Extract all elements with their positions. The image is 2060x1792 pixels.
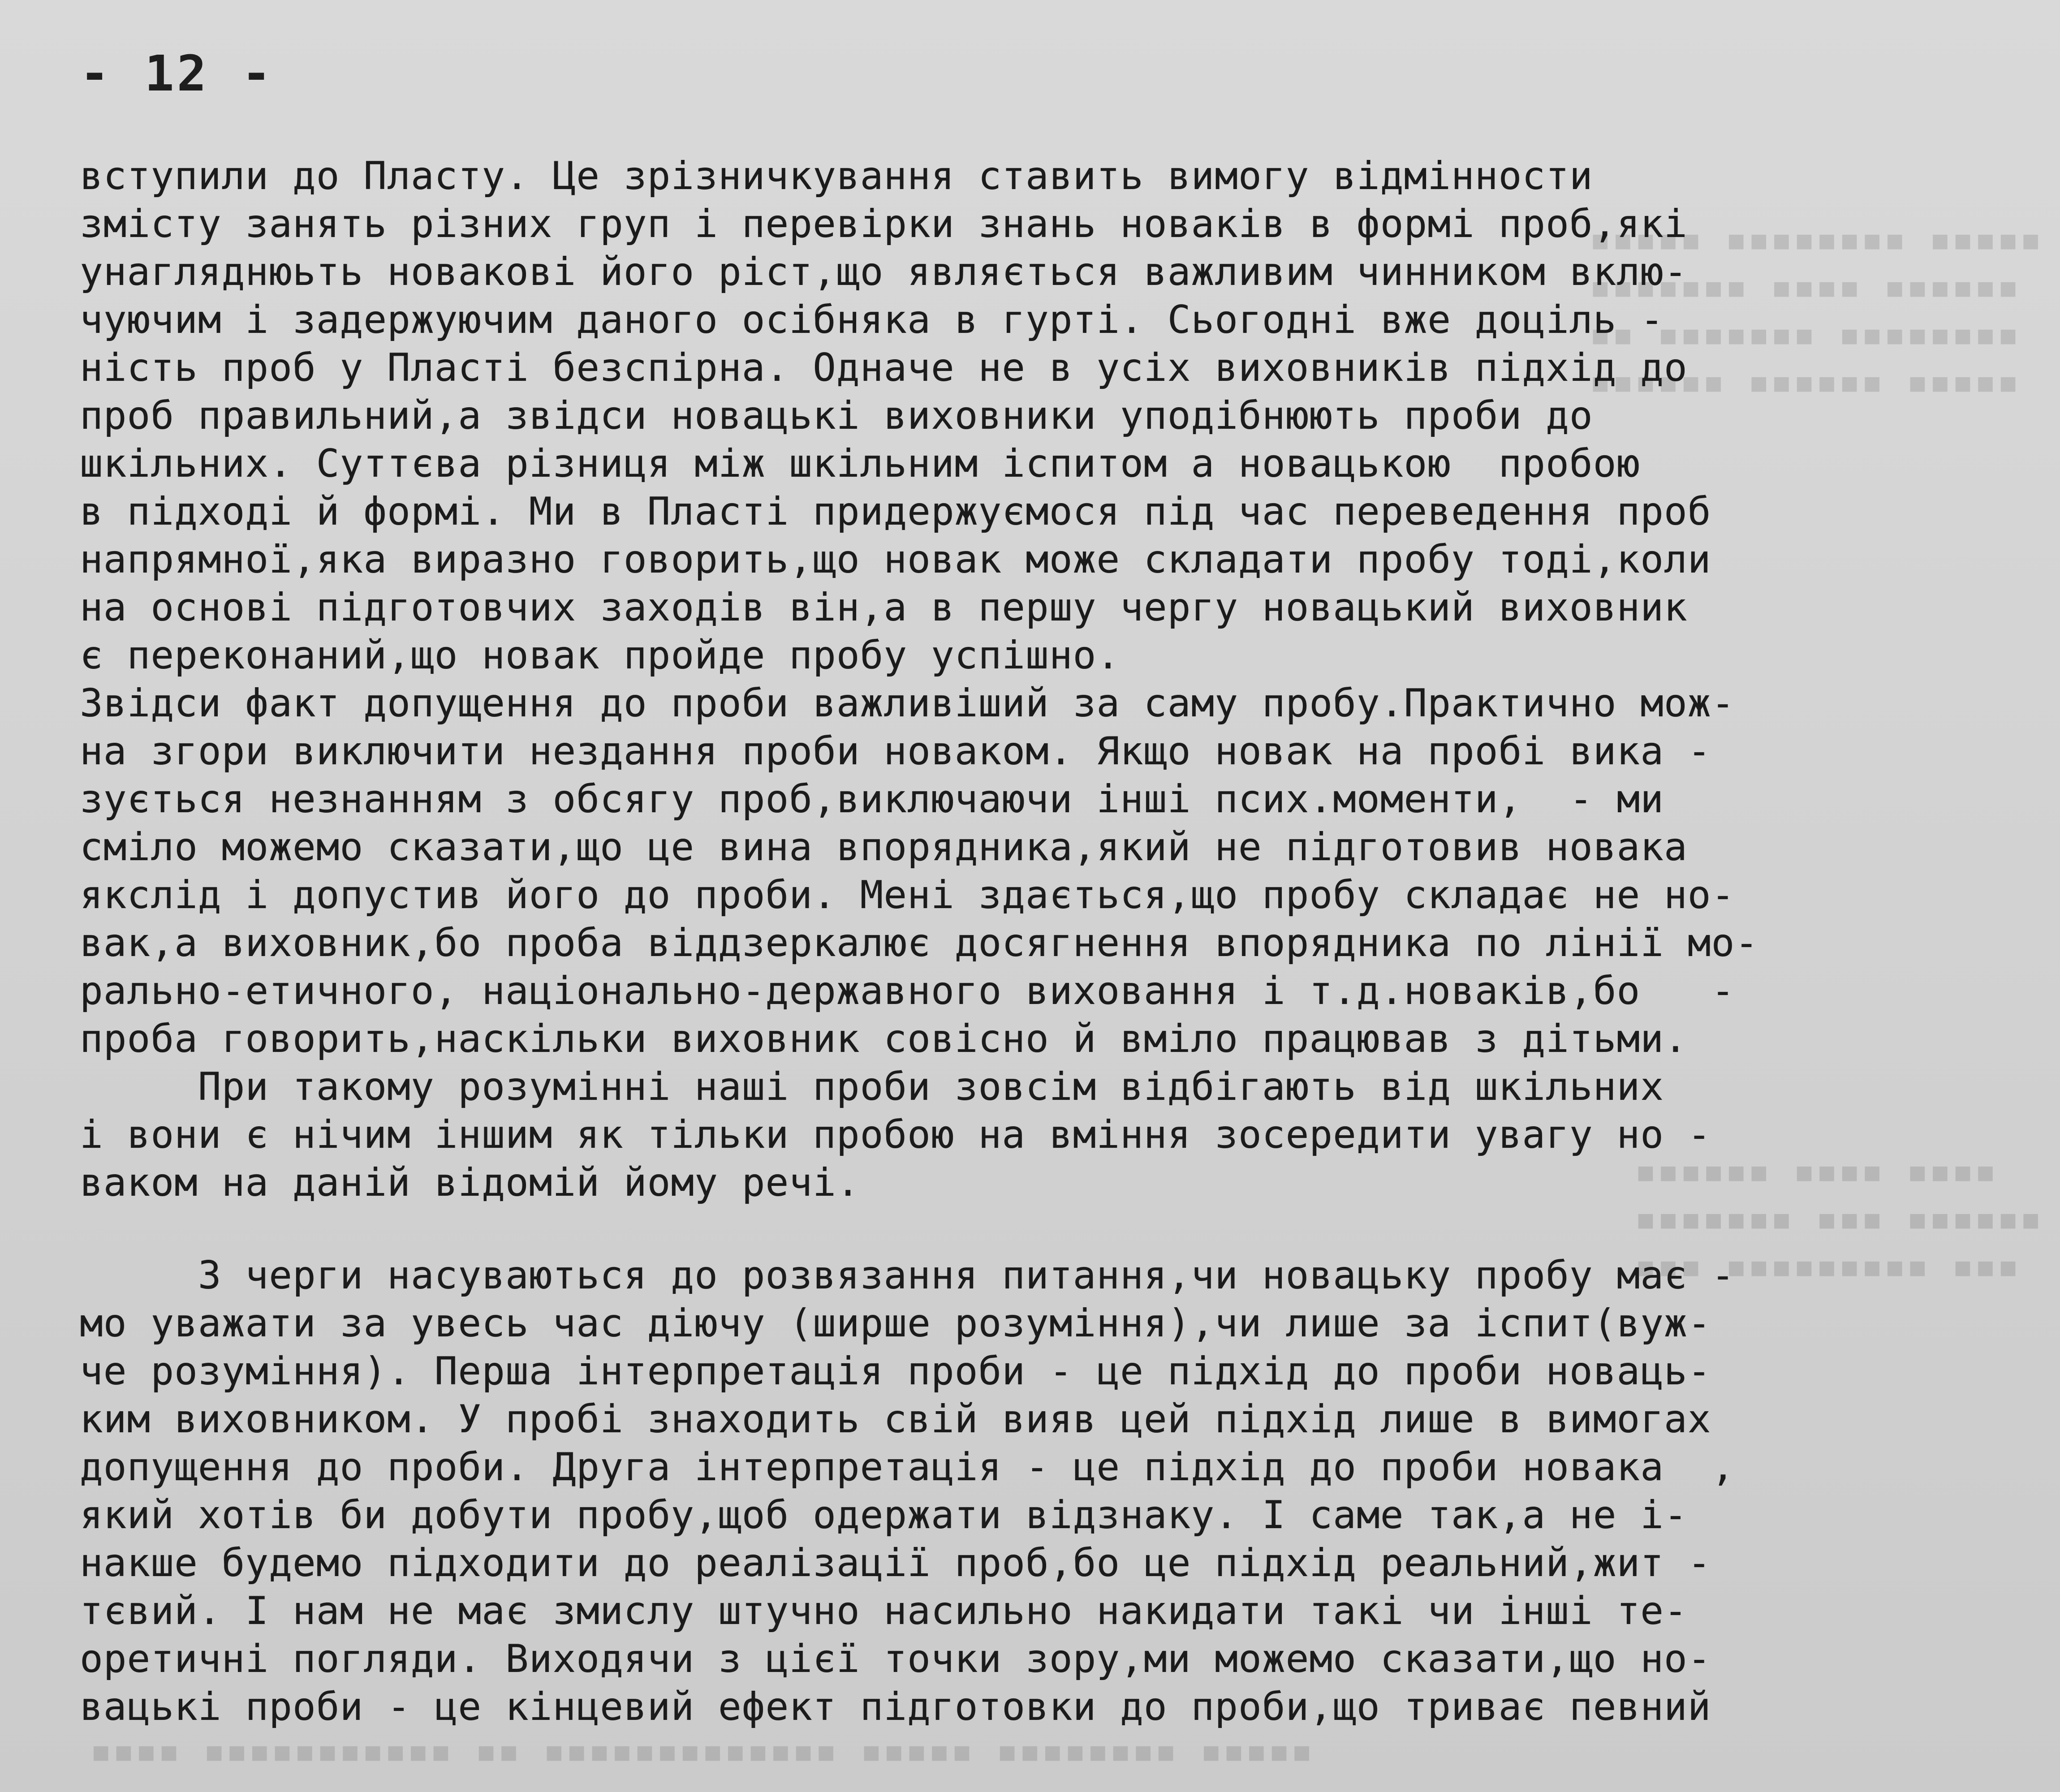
text-line: змісту занять різних груп і перевірки знань новаків в формі проб,які: [80, 202, 1688, 246]
text-line: мо уважати за увесь час діючу (ширше розуміння),чи лише за іспит(вуж-: [80, 1301, 1711, 1346]
text-line: допущення до проби. Друга інтерпретація - це підхід до проби новака ,: [80, 1445, 1735, 1490]
text-line: оретичні погляди. Виходячи з цієї точки зору,ми можемо сказати,що но-: [80, 1637, 1711, 1681]
text-line: сміло можемо сказати,що це вина впорядника,який не підготовив новака: [80, 825, 1688, 870]
text-line: чуючим і задержуючим даного осібняка в гурті. Сьогодні вже доціль -: [80, 297, 1664, 342]
text-line: якслід і допустив його до проби. Мені здається,що пробу складає не но-: [80, 873, 1735, 918]
text-line: накше будемо підходити до реалізації проб,бо це підхід реальний,жит -: [80, 1541, 1711, 1585]
text-line: на згори виключити нездання проби новаком. Якщо новак на пробі вика -: [80, 729, 1711, 774]
text-line: на основі підготовчих заходів він,а в першу чергу новацький виховник: [80, 585, 1688, 630]
text-line: че розуміння). Перша інтерпретація проби - це підхід до проби новаць-: [80, 1349, 1711, 1394]
paragraph-gap: [80, 1207, 2006, 1252]
text-line: проб правильний,а звідси новацькі виховники уподібнюють проби до: [80, 393, 1593, 438]
text-line: який хотів би добути пробу,щоб одержати відзнаку. І саме так,а не і-: [80, 1493, 1688, 1538]
text-line: напрямної,яка виразно говорить,що новак може складати пробу тоді,коли: [80, 537, 1711, 582]
text-line: є переконаний,що новак пройде пробу успішно.: [80, 633, 1121, 678]
text-line: Звідси факт допущення до проби важливіший за саму пробу.Практично мож-: [80, 681, 1735, 726]
text-line: тєвий. І нам не має змислу штучно насильно накидати такі чи інші те-: [80, 1589, 1688, 1633]
text-line: При такому розумінні наші проби зовсім відбігають від шкільних: [80, 1064, 1664, 1109]
page-number: - 12 -: [80, 45, 274, 102]
text-line: ким виховником. У пробі знаходить свій вияв цей підхід лише в вимогах: [80, 1397, 1711, 1442]
text-line: вступили до Пласту. Це зрізничкування ставить вимогу відмінности: [80, 154, 1593, 198]
text-line: вацькі проби - це кінцевий ефект підготовки до проби,що триває певний: [80, 1684, 1711, 1729]
text-line: проба говорить,наскільки виховник совісно й вміло працював з дітьми.: [80, 1017, 1688, 1061]
text-line: вак,а виховник,бо проба віддзеркалює досягнення впорядника по лінії мо-: [80, 921, 1759, 965]
reverse-side-bleed-through: ▪▪▪▪▪ ▪▪▪▪▪▪▪▪ ▪▪▪▪▪ ▪▪▪▪▪▪▪ ▪▪▪▪ ▪▪▪▪▪▪ ▪▪ ▪▪▪▪▪▪▪ ▪▪▪▪▪▪▪▪ ▪▪▪▪▪▪ ▪▪▪▪▪▪ ▪▪▪▪▪: [1589, 217, 2042, 403]
text-line: зується незнанням з обсягу проб,виключаючи інші псих.моменти, - ми: [80, 777, 1664, 822]
text-line: унагляднюьть новакові його ріст,що являється важливим чинником вклю-: [80, 250, 1688, 294]
text-line: шкільних. Суттєва різниця між шкільним іспитом а новацькою пробою: [80, 441, 1641, 486]
text-line: рально-етичного, національно-державного виховання і т.д.новаків,бо -: [80, 969, 1735, 1013]
reverse-side-bleed-through-bottom: ▪▪▪▪ ▪▪▪▪▪▪▪▪▪▪▪ ▪▪ ▪▪▪▪▪▪▪▪▪▪▪▪▪ ▪▪▪▪▪ ▪▪▪▪▪▪▪▪ ▪▪▪▪▪: [90, 1728, 1313, 1772]
reverse-side-bleed-through-lower: ▪▪▪▪▪▪ ▪▪▪▪ ▪▪▪▪ ▪▪▪▪▪▪▪ ▪▪▪ ▪▪▪▪▪▪ ▪▪▪ ▪▪▪▪▪▪▪▪▪ ▪▪▪: [1634, 1149, 2042, 1288]
typewritten-body: [80, 152, 2006, 1731]
text-line: в підході й формі. Ми в Пласті придержуємося під час переведення проб: [80, 489, 1711, 534]
text-line: З черги насуваються до розвязання питання,чи новацьку пробу має -: [80, 1253, 1735, 1298]
text-line: ваком на даній відомій йому речі.: [80, 1160, 860, 1205]
text-line: і вони є нічим іншим як тільки пробою на вміння зосередити увагу но -: [80, 1112, 1711, 1157]
text-line: ність проб у Пласті безспірна. Одначе не в усіх виховників підхід до: [80, 345, 1688, 390]
